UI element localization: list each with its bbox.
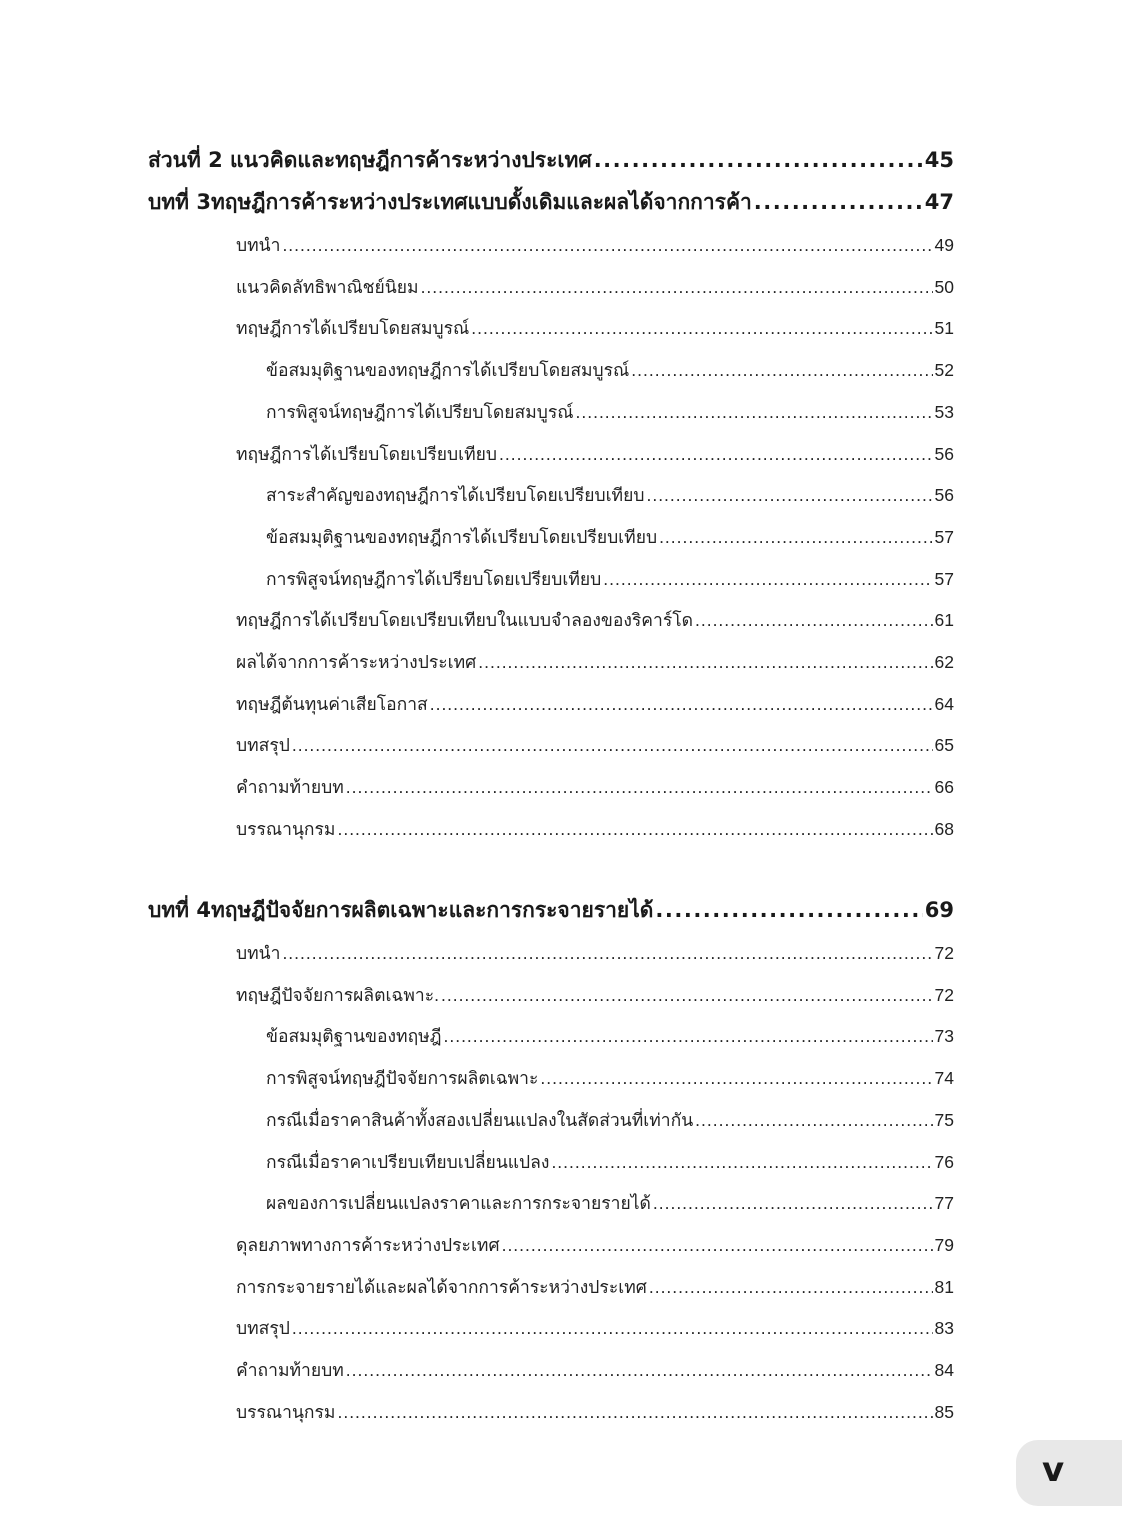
- dot-leader: [421, 277, 933, 298]
- toc-entry-page-number: 51: [934, 318, 954, 339]
- toc-entry-page-number: 57: [934, 568, 954, 589]
- toc-entry[interactable]: [236, 648, 954, 676]
- toc-entry[interactable]: [236, 690, 954, 718]
- toc-entry-label: แนวคิดลัทธิพาณิชย์นิยม: [236, 276, 419, 297]
- toc-entry[interactable]: [266, 398, 954, 426]
- toc-entry-page-number: 68: [934, 818, 954, 839]
- dot-leader: [603, 569, 932, 590]
- toc-entry-page-number: 74: [934, 1068, 954, 1089]
- toc-entry[interactable]: [236, 981, 954, 1009]
- toc-entry[interactable]: [266, 523, 954, 551]
- toc-entry-label: บทสรุป: [236, 1318, 290, 1339]
- toc-entry-page-number: 62: [934, 652, 954, 672]
- toc-entry-page-number: 50: [934, 276, 954, 297]
- chapter-number: บทที่ 4: [148, 898, 211, 922]
- toc-entry-page-number: 56: [934, 443, 954, 464]
- toc-entry[interactable]: [236, 1356, 954, 1384]
- toc-entry-label: บรรณานุกรม: [236, 1401, 336, 1422]
- toc-entry-page-number: 72: [934, 984, 954, 1005]
- toc-entry-label: ทฤษฎีการได้เปรียบโดยสมบูรณ์: [236, 318, 470, 339]
- toc-chapter-4-heading[interactable]: [148, 894, 954, 927]
- toc-entry-label: คำถามท้ายบท: [236, 777, 344, 798]
- toc-entry[interactable]: [236, 1231, 954, 1259]
- dot-leader: [594, 148, 923, 172]
- dot-leader: [646, 485, 932, 506]
- dot-leader: [346, 1360, 933, 1381]
- dot-leader: [653, 1193, 933, 1214]
- toc-entry-label: การพิสูจน์ทฤษฎีปัจจัยการผลิตเฉพาะ: [266, 1068, 539, 1089]
- toc-entry-label: ผลของการเปลี่ยนแปลงราคาและการกระจายรายได้: [266, 1193, 651, 1214]
- dot-leader: [649, 1277, 933, 1298]
- dot-leader: [337, 1402, 932, 1423]
- toc-entry[interactable]: [236, 606, 954, 634]
- toc-entry-label: ทฤษฎีปัจจัยการผลิตเฉพาะ.: [236, 984, 439, 1005]
- toc-entry-page-number: 53: [934, 401, 954, 422]
- dot-leader: [346, 777, 933, 798]
- dot-leader: [695, 610, 933, 631]
- toc-entry-page-number: 61: [934, 610, 954, 631]
- chapter-page-number: 69: [924, 898, 954, 922]
- toc-entry-label: ข้อสมมุติฐานของทฤษฎีการได้เปรียบโดยสมบูรณ์: [266, 360, 630, 381]
- toc-entry-page-number: 64: [934, 693, 954, 714]
- toc-entry[interactable]: [236, 1273, 954, 1301]
- toc-entry-label: ทฤษฎีต้นทุนค่าเสียโอกาส: [236, 693, 428, 714]
- toc-entry[interactable]: [266, 1189, 954, 1217]
- chapter-title: ทฤษฎีปัจจัยการผลิตเฉพาะและการกระจายรายได้: [210, 898, 654, 922]
- toc-entry-page-number: 73: [934, 1026, 954, 1047]
- dot-leader: [754, 190, 923, 214]
- toc-entry-page-number: 79: [934, 1234, 954, 1255]
- toc-entry[interactable]: [236, 314, 954, 342]
- toc-entry[interactable]: [236, 231, 954, 259]
- dot-leader: [430, 694, 933, 715]
- dot-leader: [695, 1110, 932, 1131]
- toc-entry[interactable]: [236, 815, 954, 843]
- toc-entry[interactable]: [266, 356, 954, 384]
- toc-entry-label: บทนำ: [236, 943, 281, 963]
- toc-entry-label: กรณีเมื่อราคาสินค้าทั้งสองเปลี่ยนแปลงในสัดส่วนที่เท่ากัน: [266, 1109, 694, 1130]
- toc-entry-page-number: 76: [934, 1151, 954, 1172]
- dot-leader: [659, 527, 932, 548]
- dot-leader: [292, 735, 933, 756]
- toc-entry[interactable]: [266, 1106, 954, 1134]
- dot-leader: [282, 235, 932, 256]
- toc-entry-label: ทฤษฎีการได้เปรียบโดยเปรียบเทียบ: [236, 443, 498, 464]
- toc-entry[interactable]: [236, 1398, 954, 1426]
- toc-entry-label: การพิสูจน์ทฤษฎีการได้เปรียบโดยสมบูรณ์: [266, 401, 574, 422]
- dot-leader: [443, 1026, 932, 1047]
- toc-entry-page-number: 52: [934, 360, 954, 381]
- dot-leader: [655, 898, 922, 922]
- dot-leader: [471, 318, 932, 339]
- toc-entry-page-number: 75: [934, 1109, 954, 1130]
- dot-leader: [292, 1318, 933, 1339]
- chapter-page-number: 47: [924, 190, 954, 214]
- toc-entry-label: ข้อสมมุติฐานของทฤษฎี: [266, 1026, 442, 1047]
- toc-entry[interactable]: [266, 1148, 954, 1176]
- page-number: v: [1042, 1450, 1065, 1490]
- toc-entry-label: คำถามท้ายบท: [236, 1360, 344, 1380]
- dot-leader: [282, 943, 932, 964]
- dot-leader: [540, 1068, 932, 1089]
- dot-leader: [551, 1152, 932, 1173]
- toc-entry[interactable]: [236, 773, 954, 801]
- toc-entry-label: ผลได้จากการค้าระหว่างประเทศ: [236, 652, 477, 672]
- toc-entry-label: การกระจายรายได้และผลได้จากการค้าระหว่างประเทศ: [236, 1276, 647, 1297]
- toc-entry-label: บรรณานุกรม: [236, 818, 336, 839]
- toc-entry-page-number: 57: [934, 526, 954, 547]
- toc-entry-page-number: 85: [934, 1401, 954, 1422]
- toc-entry-page-number: 49: [934, 235, 954, 255]
- toc-entry[interactable]: [236, 440, 954, 468]
- toc-entry-page-number: 66: [934, 777, 954, 798]
- dot-leader: [631, 360, 932, 381]
- toc-entry-label: ข้อสมมุติฐานของทฤษฎีการได้เปรียบโดยเปรียบเทียบ: [266, 526, 658, 547]
- toc-entry[interactable]: [266, 1064, 954, 1092]
- toc-entry-label: สาระสำคัญของทฤษฎีการได้เปรียบโดยเปรียบเทียบ: [266, 485, 645, 506]
- toc-entry-label: ดุลยภาพทางการค้าระหว่างประเทศ: [236, 1234, 500, 1255]
- toc-entry-label: บทนำ: [236, 235, 281, 255]
- dot-leader: [337, 819, 932, 840]
- dot-leader: [441, 985, 933, 1006]
- toc-entry[interactable]: [236, 273, 954, 301]
- toc-chapter-3-heading[interactable]: [148, 186, 954, 219]
- toc-part-heading[interactable]: [148, 144, 954, 177]
- dot-leader: [576, 402, 933, 423]
- part-title: ส่วนที่ 2 แนวคิดและทฤษฎีการค้าระหว่างประเทศ: [148, 148, 592, 172]
- part-page-number: 45: [924, 148, 954, 172]
- toc-entry-label: บทสรุป: [236, 735, 290, 756]
- toc-entry-page-number: 56: [934, 485, 954, 506]
- toc-entry-label: การพิสูจน์ทฤษฎีการได้เปรียบโดยเปรียบเทียบ: [266, 568, 602, 589]
- toc-entry-label: ทฤษฎีการได้เปรียบโดยเปรียบเทียบในแบบจำลองของริคาร์โด: [236, 610, 693, 631]
- dot-leader: [502, 1235, 933, 1256]
- toc-entry[interactable]: [236, 939, 954, 967]
- toc-entry-page-number: 81: [934, 1276, 954, 1297]
- toc-entry[interactable]: [266, 481, 954, 509]
- toc-entry-label: กรณีเมื่อราคาเปรียบเทียบเปลี่ยนแปลง: [266, 1151, 550, 1172]
- toc-entry[interactable]: [266, 1022, 954, 1050]
- toc-entry[interactable]: [236, 731, 954, 759]
- dot-leader: [499, 444, 933, 465]
- toc-entry[interactable]: [236, 1314, 954, 1342]
- dot-leader: [478, 652, 932, 673]
- toc-entry-page-number: 84: [934, 1360, 954, 1380]
- chapter-number: บทที่ 3: [148, 190, 211, 214]
- toc-entry-page-number: 65: [934, 735, 954, 756]
- toc-entry-page-number: 72: [934, 943, 954, 963]
- toc-entry-page-number: 77: [934, 1193, 954, 1214]
- page-number-tab: [1016, 1440, 1122, 1506]
- toc-entry-page-number: 83: [934, 1318, 954, 1339]
- chapter-title: ทฤษฎีการค้าระหว่างประเทศแบบดั้งเดิมและผลได้จากการค้า: [210, 190, 752, 214]
- toc-entry[interactable]: [266, 565, 954, 593]
